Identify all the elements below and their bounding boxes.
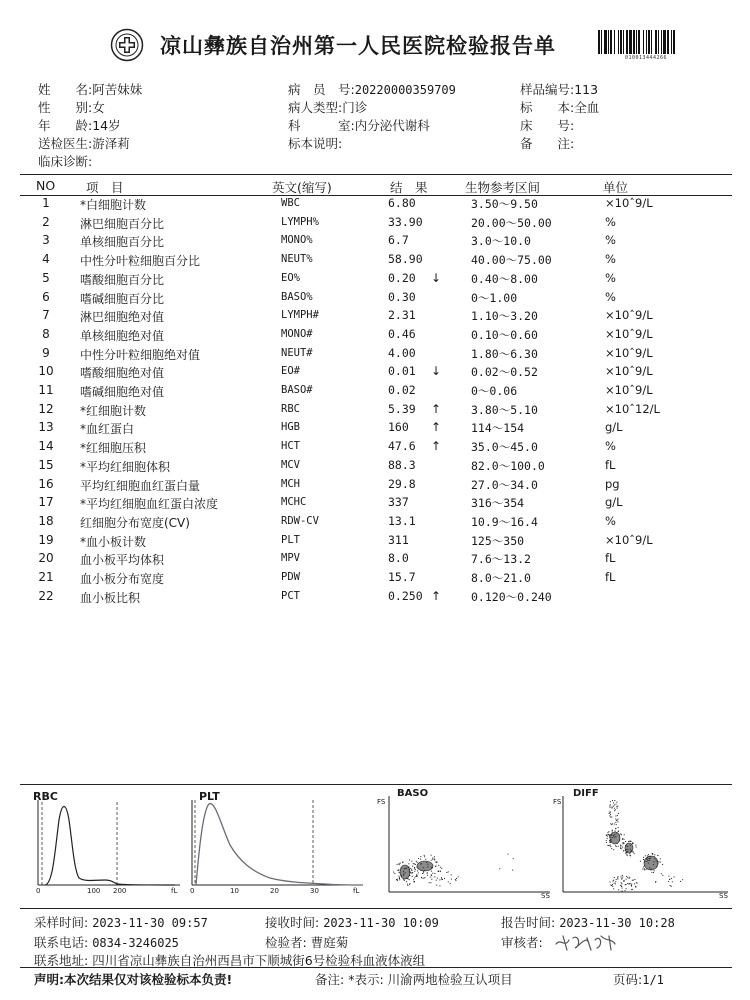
table-row bbox=[0, 252, 750, 271]
test-result: 311 bbox=[388, 532, 409, 547]
test-unit: ×10ˆ9/L bbox=[605, 308, 653, 323]
test-unit: ×10ˆ9/L bbox=[605, 364, 653, 379]
test-abbr: MONO# bbox=[281, 327, 313, 340]
result-flag: ↑ bbox=[431, 401, 442, 416]
test-name: 单核细胞百分比 bbox=[80, 235, 165, 250]
baso-ss-axis: SS bbox=[541, 892, 550, 900]
doctor-name: 游泽莉 bbox=[92, 136, 130, 151]
test-unit: ×10ˆ9/L bbox=[605, 383, 653, 397]
divider bbox=[20, 967, 732, 968]
barcode bbox=[598, 30, 694, 54]
report-time: 2023-11-30 10:28 bbox=[559, 916, 675, 930]
rbc-label: RBC bbox=[33, 790, 58, 803]
table-row bbox=[0, 477, 750, 496]
test-name: 嗜酸细胞百分比 bbox=[80, 272, 165, 287]
reference-range: 1.80～6.30 bbox=[471, 346, 538, 361]
test-abbr: HGB bbox=[281, 421, 300, 434]
test-abbr: PDW bbox=[281, 571, 300, 583]
phone-label: 联系电话: bbox=[34, 935, 89, 950]
reference-range: 7.6～13.2 bbox=[471, 552, 531, 567]
test-result: 0.02 bbox=[388, 383, 416, 397]
test-name: *红细胞压积 bbox=[80, 441, 147, 456]
department-label: 科 室: bbox=[288, 118, 355, 133]
reference-range: 316～354 bbox=[471, 496, 525, 511]
table-row bbox=[0, 420, 750, 439]
test-unit: % bbox=[605, 233, 616, 248]
test-unit: % bbox=[605, 439, 616, 454]
barcode-number: 010013444266 bbox=[624, 55, 668, 61]
test-unit: % bbox=[605, 252, 616, 267]
reference-range: 1.10～3.20 bbox=[471, 309, 538, 324]
test-abbr: RBC bbox=[281, 402, 300, 415]
diff-scatter bbox=[553, 788, 733, 900]
test-result: 0.01 bbox=[388, 364, 416, 379]
test-result: 4.00 bbox=[388, 345, 416, 360]
table-row bbox=[0, 402, 750, 421]
test-name: *红细胞计数 bbox=[80, 403, 147, 418]
diagnosis-row bbox=[38, 152, 92, 170]
row-no: 16 bbox=[38, 476, 54, 491]
table-row bbox=[0, 364, 750, 383]
test-unit: % bbox=[605, 513, 616, 528]
patient-age-row bbox=[38, 116, 121, 134]
test-unit: fL bbox=[605, 570, 616, 584]
doctor-row bbox=[38, 134, 130, 152]
table-row bbox=[0, 196, 750, 215]
diff-ss-axis: SS bbox=[719, 892, 728, 900]
row-no: 1 bbox=[42, 196, 50, 210]
test-abbr: LYMPH% bbox=[281, 215, 319, 228]
table-row bbox=[0, 551, 750, 570]
plt-tick-30: 30 bbox=[310, 887, 319, 895]
page-number: 1/1 bbox=[642, 973, 664, 987]
reference-range: 114～154 bbox=[471, 421, 525, 436]
collect-time: 2023-11-30 09:57 bbox=[92, 916, 208, 930]
table-row bbox=[0, 383, 750, 402]
test-abbr: MPV bbox=[281, 552, 300, 565]
footer-remark-row bbox=[315, 970, 513, 988]
test-abbr: BASO# bbox=[281, 384, 313, 396]
specimen-row bbox=[520, 98, 599, 116]
test-name: *白细胞计数 bbox=[80, 198, 147, 212]
rbc-tick-0: 0 bbox=[36, 887, 41, 895]
test-unit: ×10ˆ9/L bbox=[605, 532, 653, 547]
test-result: 33.90 bbox=[388, 214, 423, 229]
patient-name-row bbox=[38, 80, 142, 98]
doctor-label: 送检医生: bbox=[38, 136, 93, 151]
row-no: 21 bbox=[38, 570, 54, 584]
rbc-tick-100: 100 bbox=[87, 887, 101, 895]
result-flag: ↑ bbox=[431, 420, 442, 435]
test-abbr: MONO% bbox=[281, 234, 313, 247]
row-no: 10 bbox=[38, 364, 54, 379]
test-abbr: NEUT# bbox=[281, 346, 313, 359]
reference-range: 0.10～0.60 bbox=[471, 327, 538, 342]
row-no: 6 bbox=[42, 289, 50, 304]
reference-range: 0.02～0.52 bbox=[471, 365, 538, 380]
statement: 声明:本次结果仅对该检验标本负责! bbox=[34, 972, 233, 987]
patient-age-label: 年 龄: bbox=[38, 118, 93, 133]
test-result: 6.80 bbox=[388, 196, 416, 210]
row-no: 9 bbox=[42, 345, 50, 360]
plt-histogram bbox=[185, 790, 370, 900]
col-header-no: NO bbox=[36, 178, 56, 193]
test-abbr: LYMPH# bbox=[281, 309, 319, 322]
test-name: 血小板比积 bbox=[80, 590, 141, 605]
col-header-en: 英文(缩写) bbox=[272, 180, 332, 195]
patient-age: 14岁 bbox=[92, 118, 121, 133]
table-row bbox=[0, 514, 750, 533]
test-result: 2.31 bbox=[388, 308, 416, 323]
test-name: *血红蛋白 bbox=[80, 422, 135, 437]
remark-row bbox=[520, 134, 574, 152]
test-result: 0.20 bbox=[388, 270, 416, 285]
row-no: 20 bbox=[38, 551, 54, 566]
reference-range: 82.0～100.0 bbox=[471, 458, 545, 473]
test-name: 血小板分布宽度 bbox=[80, 572, 165, 586]
remark-label: 备 注: bbox=[520, 136, 575, 151]
col-header-ref: 生物参考区间 bbox=[465, 180, 541, 195]
test-result: 6.7 bbox=[388, 233, 409, 248]
patient-type-row bbox=[288, 98, 367, 116]
divider bbox=[20, 784, 732, 785]
report-time-row bbox=[501, 913, 675, 931]
col-header-item: 项 目 bbox=[86, 180, 124, 195]
report-title: 凉山彝族自治州第一人民医院检验报告单 bbox=[160, 33, 556, 58]
row-no: 8 bbox=[42, 326, 50, 341]
plt-unit: fL bbox=[353, 887, 360, 895]
reviewer-label: 审核者: bbox=[501, 935, 543, 950]
row-no: 14 bbox=[38, 439, 54, 454]
test-name: *平均红细胞血红蛋白浓度 bbox=[80, 497, 219, 512]
test-result: 29.8 bbox=[388, 476, 416, 491]
result-flag: ↓ bbox=[431, 364, 442, 379]
bed-label: 床 号: bbox=[520, 118, 575, 133]
test-abbr: BASO% bbox=[281, 290, 313, 303]
baso-scatter bbox=[375, 788, 555, 900]
reference-range: 10.9～16.4 bbox=[471, 514, 538, 529]
plt-tick-20: 20 bbox=[270, 887, 279, 895]
test-abbr: MCH bbox=[281, 477, 300, 490]
patient-type: 门诊 bbox=[342, 100, 368, 115]
divider bbox=[20, 174, 732, 175]
test-name: 淋巴细胞百分比 bbox=[80, 216, 165, 231]
reference-range: 0.120～0.240 bbox=[471, 589, 552, 604]
table-row bbox=[0, 589, 750, 608]
row-no: 17 bbox=[38, 495, 54, 510]
reviewer-row bbox=[501, 933, 543, 951]
result-flag: ↑ bbox=[431, 439, 442, 454]
plt-label: PLT bbox=[199, 790, 220, 803]
table-row bbox=[0, 215, 750, 234]
row-no: 3 bbox=[42, 233, 50, 248]
test-unit: fL bbox=[605, 551, 616, 566]
table-row bbox=[0, 308, 750, 327]
report-time-label: 报告时间: bbox=[501, 915, 556, 930]
address: 四川省凉山彝族自治州西昌市下顺城街6号检验科血液体液组 bbox=[92, 953, 426, 968]
test-result: 337 bbox=[388, 495, 409, 510]
test-abbr: RDW-CV bbox=[281, 514, 319, 527]
patient-type-label: 病人类型: bbox=[288, 100, 343, 115]
test-abbr: PCT bbox=[281, 589, 300, 602]
plt-tick-0: 0 bbox=[190, 887, 195, 895]
result-flag: ↓ bbox=[431, 270, 442, 285]
test-unit: ×10ˆ9/L bbox=[605, 196, 653, 210]
test-result: 5.39 bbox=[388, 401, 416, 416]
footer-remark: *表示: 川渝两地检验互认项目 bbox=[348, 972, 513, 987]
test-name: 嗜碱细胞百分比 bbox=[80, 291, 165, 306]
test-abbr: NEUT% bbox=[281, 253, 313, 266]
test-name: 红细胞分布宽度(CV) bbox=[80, 515, 190, 530]
record-number: 20220000359709 bbox=[354, 83, 456, 97]
test-name: 淋巴细胞绝对值 bbox=[80, 310, 165, 325]
phone: 0834-3246025 bbox=[92, 936, 179, 950]
specimen-note-row bbox=[288, 134, 342, 152]
test-name: 嗜酸细胞绝对值 bbox=[80, 366, 165, 381]
rbc-tick-200: 200 bbox=[113, 887, 127, 895]
reference-range: 0～0.06 bbox=[471, 384, 518, 398]
hospital-logo bbox=[110, 28, 144, 62]
baso-label: BASO bbox=[397, 788, 429, 799]
test-result: 8.0 bbox=[388, 551, 409, 566]
test-unit: g/L bbox=[605, 420, 623, 435]
diagnosis-label: 临床诊断: bbox=[38, 154, 93, 169]
test-name: 平均红细胞血红蛋白量 bbox=[80, 478, 201, 493]
page-row bbox=[613, 970, 664, 988]
row-no: 19 bbox=[38, 532, 54, 547]
test-unit: ×10ˆ9/L bbox=[605, 326, 653, 341]
sample-no-label: 样品编号: bbox=[520, 82, 575, 97]
tester-row bbox=[265, 933, 348, 951]
reference-range: 3.80～5.10 bbox=[471, 402, 538, 417]
row-no: 7 bbox=[42, 308, 50, 323]
diff-label: DIFF bbox=[573, 788, 599, 799]
collect-time-row bbox=[34, 913, 208, 931]
receive-time-label: 接收时间: bbox=[265, 915, 320, 930]
test-result: 13.1 bbox=[388, 513, 416, 528]
test-name: 中性分叶粒细胞绝对值 bbox=[80, 347, 201, 362]
record-row bbox=[288, 80, 456, 98]
plt-tick-10: 10 bbox=[230, 887, 239, 895]
test-result: 58.90 bbox=[388, 252, 423, 267]
patient-sex-label: 性 别: bbox=[38, 100, 93, 115]
test-unit: g/L bbox=[605, 495, 623, 510]
test-unit: % bbox=[605, 214, 616, 229]
reference-range: 0～1.00 bbox=[471, 290, 518, 305]
test-name: 血小板平均体积 bbox=[80, 553, 165, 568]
test-result: 0.30 bbox=[388, 289, 416, 304]
reference-range: 0.40～8.00 bbox=[471, 271, 538, 286]
row-no: 15 bbox=[38, 457, 54, 472]
test-name: 中性分叶粒细胞百分比 bbox=[80, 254, 201, 269]
row-no: 18 bbox=[38, 513, 54, 528]
phone-row bbox=[34, 933, 179, 951]
specimen-note-label: 标本说明: bbox=[288, 136, 343, 151]
baso-fs-axis: FS bbox=[377, 798, 386, 806]
test-unit: % bbox=[605, 270, 616, 285]
test-result: 47.6 bbox=[388, 439, 416, 454]
patient-sex-row bbox=[38, 98, 105, 116]
reference-range: 3.0～10.0 bbox=[471, 234, 531, 249]
table-row bbox=[0, 570, 750, 589]
receive-time: 2023-11-30 10:09 bbox=[323, 916, 439, 930]
test-name: *平均红细胞体积 bbox=[80, 459, 171, 474]
test-unit: pg bbox=[605, 476, 620, 491]
patient-name: 阿苦妹妹 bbox=[92, 82, 143, 97]
test-abbr: MCV bbox=[281, 458, 300, 471]
test-result: 88.3 bbox=[388, 457, 416, 472]
table-row bbox=[0, 346, 750, 365]
patient-name-label: 姓 名: bbox=[38, 82, 93, 97]
divider bbox=[20, 908, 732, 909]
specimen: 全血 bbox=[574, 100, 600, 115]
table-row bbox=[0, 533, 750, 552]
specimen-label: 标 本: bbox=[520, 100, 575, 115]
table-row bbox=[0, 290, 750, 309]
row-no: 4 bbox=[42, 252, 50, 267]
col-header-unit: 单位 bbox=[603, 180, 629, 195]
patient-sex: 女 bbox=[92, 100, 105, 115]
table-row bbox=[0, 271, 750, 290]
test-result: 160 bbox=[388, 420, 409, 435]
table-row bbox=[0, 439, 750, 458]
row-no: 5 bbox=[42, 270, 50, 285]
department-row bbox=[288, 116, 430, 134]
tester-label: 检验者: bbox=[265, 935, 307, 950]
rbc-histogram bbox=[25, 790, 185, 900]
receive-time-row bbox=[265, 913, 439, 931]
page-label: 页码: bbox=[613, 972, 643, 987]
test-abbr: EO% bbox=[281, 271, 300, 284]
table-row bbox=[0, 495, 750, 514]
diff-fs-axis: FS bbox=[553, 798, 562, 806]
test-name: *血小板计数 bbox=[80, 534, 147, 549]
reviewer-signature bbox=[553, 930, 623, 954]
table-row bbox=[0, 327, 750, 346]
collect-time-label: 采样时间: bbox=[34, 915, 89, 930]
row-no: 13 bbox=[38, 420, 54, 435]
test-unit: % bbox=[605, 289, 616, 304]
reference-range: 3.50～9.50 bbox=[471, 197, 538, 211]
test-unit: ×10ˆ12/L bbox=[605, 401, 660, 416]
test-result: 0.46 bbox=[388, 326, 416, 341]
test-abbr: PLT bbox=[281, 533, 300, 546]
test-result: 15.7 bbox=[388, 570, 416, 584]
test-result: 0.250 bbox=[388, 588, 423, 603]
col-header-result: 结 果 bbox=[390, 180, 428, 195]
sample-no: 113 bbox=[574, 82, 599, 97]
test-abbr: HCT bbox=[281, 440, 300, 453]
reference-range: 20.00～50.00 bbox=[471, 215, 552, 230]
reference-range: 27.0～34.0 bbox=[471, 477, 538, 492]
reference-range: 125～350 bbox=[471, 533, 525, 548]
row-no: 2 bbox=[42, 214, 50, 229]
address-label: 联系地址: bbox=[34, 953, 89, 968]
department: 内分泌代谢科 bbox=[354, 118, 430, 133]
sample-no-row bbox=[520, 80, 598, 98]
test-unit: ×10ˆ9/L bbox=[605, 345, 653, 360]
table-row bbox=[0, 233, 750, 252]
result-flag: ↑ bbox=[431, 588, 442, 603]
test-name: 单核细胞绝对值 bbox=[80, 328, 165, 343]
bed-row bbox=[520, 116, 574, 134]
record-label: 病 员 号: bbox=[288, 82, 355, 97]
reference-range: 35.0～45.0 bbox=[471, 440, 538, 455]
test-abbr: EO# bbox=[281, 365, 300, 378]
test-abbr: WBC bbox=[281, 197, 300, 209]
row-no: 22 bbox=[38, 588, 54, 603]
row-no: 11 bbox=[38, 383, 54, 397]
rbc-unit: fL bbox=[171, 887, 178, 895]
footer-remark-label: 备注: bbox=[315, 972, 345, 987]
reference-range: 40.00～75.00 bbox=[471, 253, 552, 268]
table-row bbox=[0, 458, 750, 477]
tester: 曹庭菊 bbox=[310, 935, 349, 950]
reference-range: 8.0～21.0 bbox=[471, 571, 531, 585]
test-abbr: MCHC bbox=[281, 496, 307, 509]
row-no: 12 bbox=[38, 401, 54, 416]
test-unit: fL bbox=[605, 457, 616, 472]
test-name: 嗜碱细胞绝对值 bbox=[80, 385, 165, 399]
